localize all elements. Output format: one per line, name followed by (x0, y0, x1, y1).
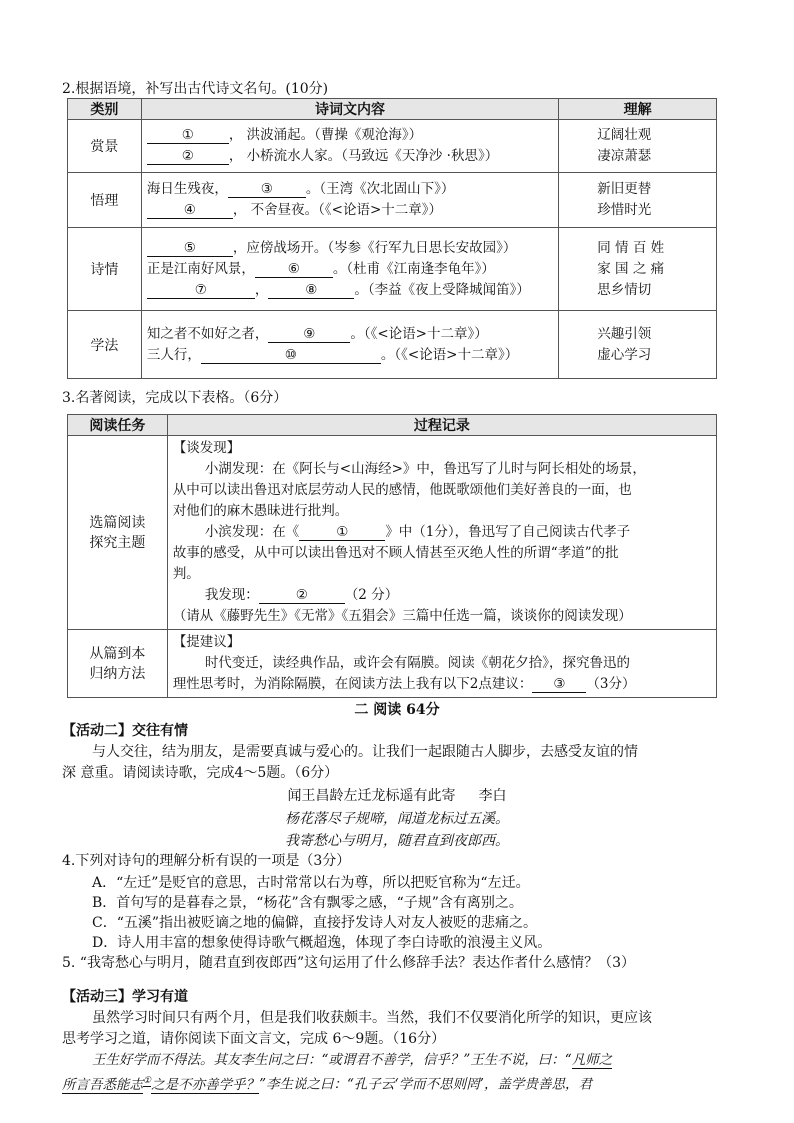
intro-paragraph: 虽然学习时间只有两个月，但是我们收获颇丰。当然，我们不仅要消化所学的知识，更应该 (92, 1010, 652, 1026)
header-category: 类别 (68, 99, 142, 120)
question-5: 5. “我寄愁心与明月，随君直到夜郎西”这句运用了什么修辞手法？表达作者什么感情？（3） (62, 955, 636, 971)
section-title: 二 阅读 64分 (354, 702, 440, 718)
intro-paragraph: 深 意重。请阅读诗歌，完成4～5题。（6分） (62, 765, 339, 781)
blank-4[interactable]: ④ (147, 202, 233, 219)
poem-line: 杨花落尽子规啼，闻道龙标过五溪。 (285, 811, 509, 827)
q3-table (67, 414, 717, 698)
activity-3-heading: 【活动三】学习有道 (62, 989, 188, 1005)
blank-8[interactable]: ⑧ (268, 282, 354, 299)
record-cell: 【提建议】 时代变迁，读经典作品，或许会有隔膜。阅读《朝花夕拾》，探究鲁迅的 理性思考时，为消除隔膜，在阅读方法上我有以下2点建议： ③ （3分） (167, 630, 716, 698)
blank-q3-1[interactable]: ① (299, 524, 385, 541)
question-4: 4.下列对诗句的理解分析有误的一项是（3分） (62, 853, 351, 869)
blank-1[interactable]: ① (147, 127, 229, 144)
category-cell: 诗情 (68, 228, 142, 311)
poem-author: 李白 (478, 788, 507, 804)
poem-line: 我寄愁心与明月，随君直到夜郎西。 (285, 833, 509, 849)
blank-3[interactable]: ③ (228, 181, 306, 198)
option-c[interactable]: C．“五溪”指出被贬谪之地的偏僻，直接抒发诗人对友人被贬的悲痛之。 (92, 915, 538, 931)
q3-heading: 3.名著阅读，完成以下表格。（6分） (62, 390, 288, 406)
intro-paragraph: 思考学习之道，请你阅读下面文言文，完成 6～9题。（16分） (62, 1031, 446, 1047)
understanding-cell: 辽阔壮观 凄凉萧瑟 (559, 120, 717, 173)
category-cell: 悟理 (68, 173, 142, 228)
content-cell: 知之者不如好之者， ⑨ 。（《<论语>十二章》） 三人行， ⑩ 。（《<论语>十二章》） (141, 311, 558, 379)
blank-10[interactable]: ⑩ (201, 347, 381, 364)
option-d[interactable]: D．诗人用丰富的想象使得诗歌气概超逸，体现了李白诗歌的浪漫主义风。 (92, 935, 552, 951)
category-cell: 赏景 (68, 120, 142, 173)
intro-paragraph: 与人交往，结为朋友，是需要真诚与爱心的。让我们一起跟随古人脚步，去感受友谊的情 (92, 744, 638, 760)
passage-line: 王生好学而不得法。其友李生问之曰：“或谓君不善学，信乎？”王生不说，曰：“凡师之 (92, 1052, 613, 1068)
understanding-cell: 同 情 百 姓 家 国 之 痛 思乡情切 (559, 228, 717, 311)
blank-6[interactable]: ⑥ (255, 261, 333, 278)
blank-7[interactable]: ⑦ (147, 282, 255, 299)
category-cell: 学法 (68, 311, 142, 379)
option-a[interactable]: A．“左迁”是贬官的意思，古时常常以右为尊，所以把贬官称为“左迁。 (92, 875, 530, 891)
blank-5[interactable]: ⑤ (147, 240, 233, 257)
poem-header (0, 786, 794, 806)
option-b[interactable]: B．首句写的是暮春之景，“杨花”含有飘零之感，“子规”含有离别之。 (92, 895, 523, 911)
content-cell: ⑤ ，应傍战场开。（岑参《行军九日思长安故园》） 正是江南好风景， ⑥ 。（杜甫《江南逢李龟年》） ⑦ ， ⑧ 。（李益《夜上受降城闻笛》） (141, 228, 558, 311)
header-record: 过程记录 (167, 415, 716, 436)
q2-heading: 2.根据语境，补写出古代诗文名句。(10分) (62, 81, 329, 97)
blank-q3-3[interactable]: ③ (532, 676, 586, 693)
q2-table (67, 98, 717, 379)
passage-line: 所言吾悉能志①之是不亦善学乎？”李生说之曰：“孔子云‘学而不思则罔’，盖学贵善思，君 (62, 1076, 592, 1093)
understanding-cell: 兴趣引领 虚心学习 (559, 311, 717, 379)
blank-9[interactable]: ⑨ (268, 326, 350, 343)
header-understanding: 理解 (559, 99, 717, 120)
task-cell: 选篇阅读 探究主题 (68, 436, 168, 630)
footnote-marker[interactable]: ① (143, 1076, 152, 1086)
content-cell: 海日生残夜， ③ 。（王湾《次北固山下》） ④ ， 不舍昼夜。（《<论语>十二章》） (141, 173, 558, 228)
blank-2[interactable]: ② (147, 148, 229, 165)
activity-2-heading: 【活动二】交往有情 (62, 723, 188, 739)
task-cell: 从篇到本 归纳方法 (68, 630, 168, 698)
blank-q3-2[interactable]: ② (259, 587, 345, 604)
record-cell: 【谈发现】 小湖发现：在《阿长与<山海经>》中，鲁迅写了儿时与阿长相处的场景， 从中可以读出鲁迅对底层劳动人民的感情，他既歌颂他们美好善良的一面，也 对他们的麻木愚昧进行批判。 小滨发现：在《 ① 》中（1分），鲁迅写了自己阅读古代孝子 故事的感受，从中可以读出鲁迅对不顾人情甚至灭绝人性的所谓“孝道”的批 判。 我发现： ② （2 分） （请从《藤野先生》《无常》《五猖会》三篇中任选一篇，谈谈你的阅读发现） (167, 436, 716, 630)
header-task: 阅读任务 (68, 415, 168, 436)
content-cell: ① ， 洪波涌起。（曹操《观沧海》） ② ， 小桥流水人家。（马致远《天净沙 ·秋思》） (141, 120, 558, 173)
header-content: 诗词文内容 (141, 99, 558, 120)
understanding-cell: 新旧更替 珍惜时光 (559, 173, 717, 228)
poem-title: 闻王昌龄左迁龙标遥有此寄 (287, 788, 456, 804)
